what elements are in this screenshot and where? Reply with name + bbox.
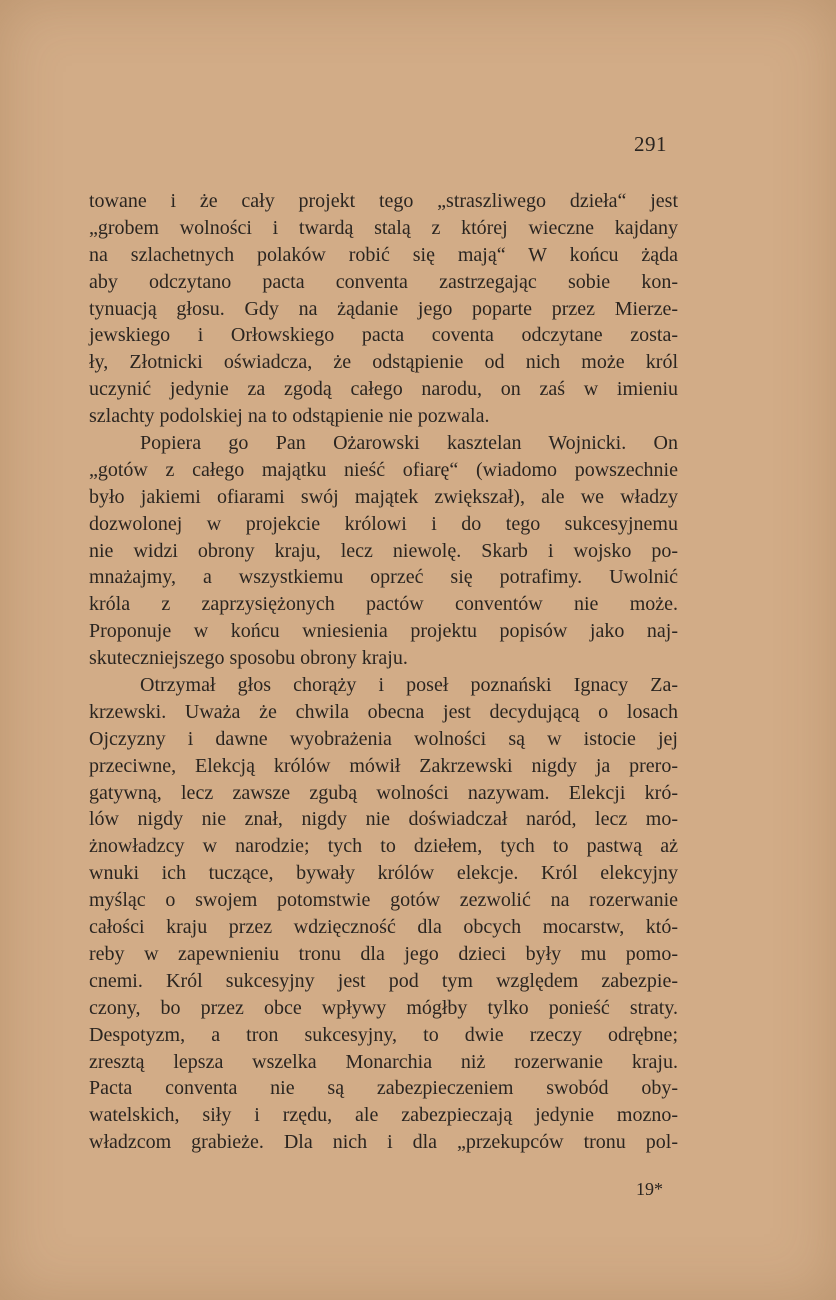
text-line: nie widzi obrony kraju, lecz niewolę. Skarb i wojsko po- xyxy=(89,539,678,562)
text-line: Popiera go Pan Ożarowski kasztelan Wojnicki. On xyxy=(140,432,678,455)
text-line: mnażajmy, a wszystkiemu oprzeć się potrafimy. Uwolnić xyxy=(89,566,678,589)
text-line: uczynić jedynie za zgodą całego narodu, on zaś w imieniu xyxy=(89,378,678,401)
text-line: skuteczniejszego sposobu obrony kraju. xyxy=(89,647,408,670)
text-line: ły, Złotnicki oświadcza, że odstąpienie od nich może król xyxy=(89,351,678,374)
text-line: jewskiego i Orłowskiego pacta coventa odczytane zosta- xyxy=(89,324,678,347)
text-line: króla z zaprzysiężonych pactów conventów nie może. xyxy=(89,593,678,616)
page-number: 291 xyxy=(634,132,667,156)
text-line: zresztą lepsza wszelka Monarchia niż rozerwanie kraju. xyxy=(89,1050,678,1073)
text-line: na szlachetnych polaków robić się mają“ W końcu żąda xyxy=(89,243,678,266)
text-line: gatywną, lecz zawsze zgubą wolności nazywam. Elekcji kró- xyxy=(89,781,678,804)
text-line: krzewski. Uważa że chwila obecna jest decydującą o losach xyxy=(89,700,678,723)
text-line: czony, bo przez obce wpływy mógłby tylko ponieść straty. xyxy=(89,996,678,1019)
text-line: tynuacją głosu. Gdy na żądanie jego poparte przez Mierze- xyxy=(89,297,678,320)
text-line: watelskich, siły i rzędu, ale zabezpieczają jedynie mozno- xyxy=(89,1104,678,1127)
text-line: Pacta conventa nie są zabezpieczeniem swobód oby- xyxy=(89,1077,678,1100)
text-line: cnemi. Król sukcesyjny jest pod tym względem zabezpie- xyxy=(89,969,678,992)
text-line: Despotyzm, a tron sukcesyjny, to dwie rzeczy odrębne; xyxy=(89,1023,678,1046)
text-line: Ojczyzny i dawne wyobrażenia wolności są w istocie jej xyxy=(89,727,678,750)
text-line: całości kraju przez wdzięczność dla obcych mocarstw, któ- xyxy=(89,916,678,939)
text-line: żnowładzcy w narodzie; tych to dziełem, tych to pastwą aż xyxy=(89,835,678,858)
body-text xyxy=(89,188,678,1156)
text-line: lów nigdy nie znał, nigdy nie doświadczał naród, lecz mo- xyxy=(89,808,678,831)
text-line: było jakiemi ofiarami swój majątek zwiększał), ale we władzy xyxy=(89,485,678,508)
text-line: przeciwne, Elekcją królów mówił Zakrzewski nigdy ja prero- xyxy=(89,754,678,777)
text-line: „grobem wolności i twardą stalą z której wieczne kajdany xyxy=(89,216,678,239)
text-line: Proponuje w końcu wniesienia projektu popisów jako naj- xyxy=(89,620,678,643)
text-line: „gotów z całego majątku nieść ofiarę“ (wiadomo powszechnie xyxy=(89,458,678,481)
text-line: myśląc o swojem potomstwie gotów zezwolić na rozerwanie xyxy=(89,889,678,912)
text-line: Otrzymał głos chorąży i poseł poznański Ignacy Za- xyxy=(140,674,678,697)
text-line: dozwolonej w projekcie królowi i do tego sukcesyjnemu xyxy=(89,512,678,535)
text-line: władzcom grabieże. Dla nich i dla „przekupców tronu pol- xyxy=(89,1131,678,1154)
signature-mark: 19* xyxy=(636,1179,663,1199)
text-line: wnuki ich tuczące, bywały królów elekcje. Król elekcyjny xyxy=(89,862,678,885)
text-line: szlachty podolskiej na to odstąpienie nie pozwala. xyxy=(89,405,490,428)
text-line: towane i że cały projekt tego „straszliwego dzieła“ jest xyxy=(89,190,678,212)
text-line: reby w zapewnieniu tronu dla jego dzieci były mu pomo- xyxy=(89,942,678,965)
text-line: aby odczytano pacta conventa zastrzegając sobie kon- xyxy=(89,270,678,293)
